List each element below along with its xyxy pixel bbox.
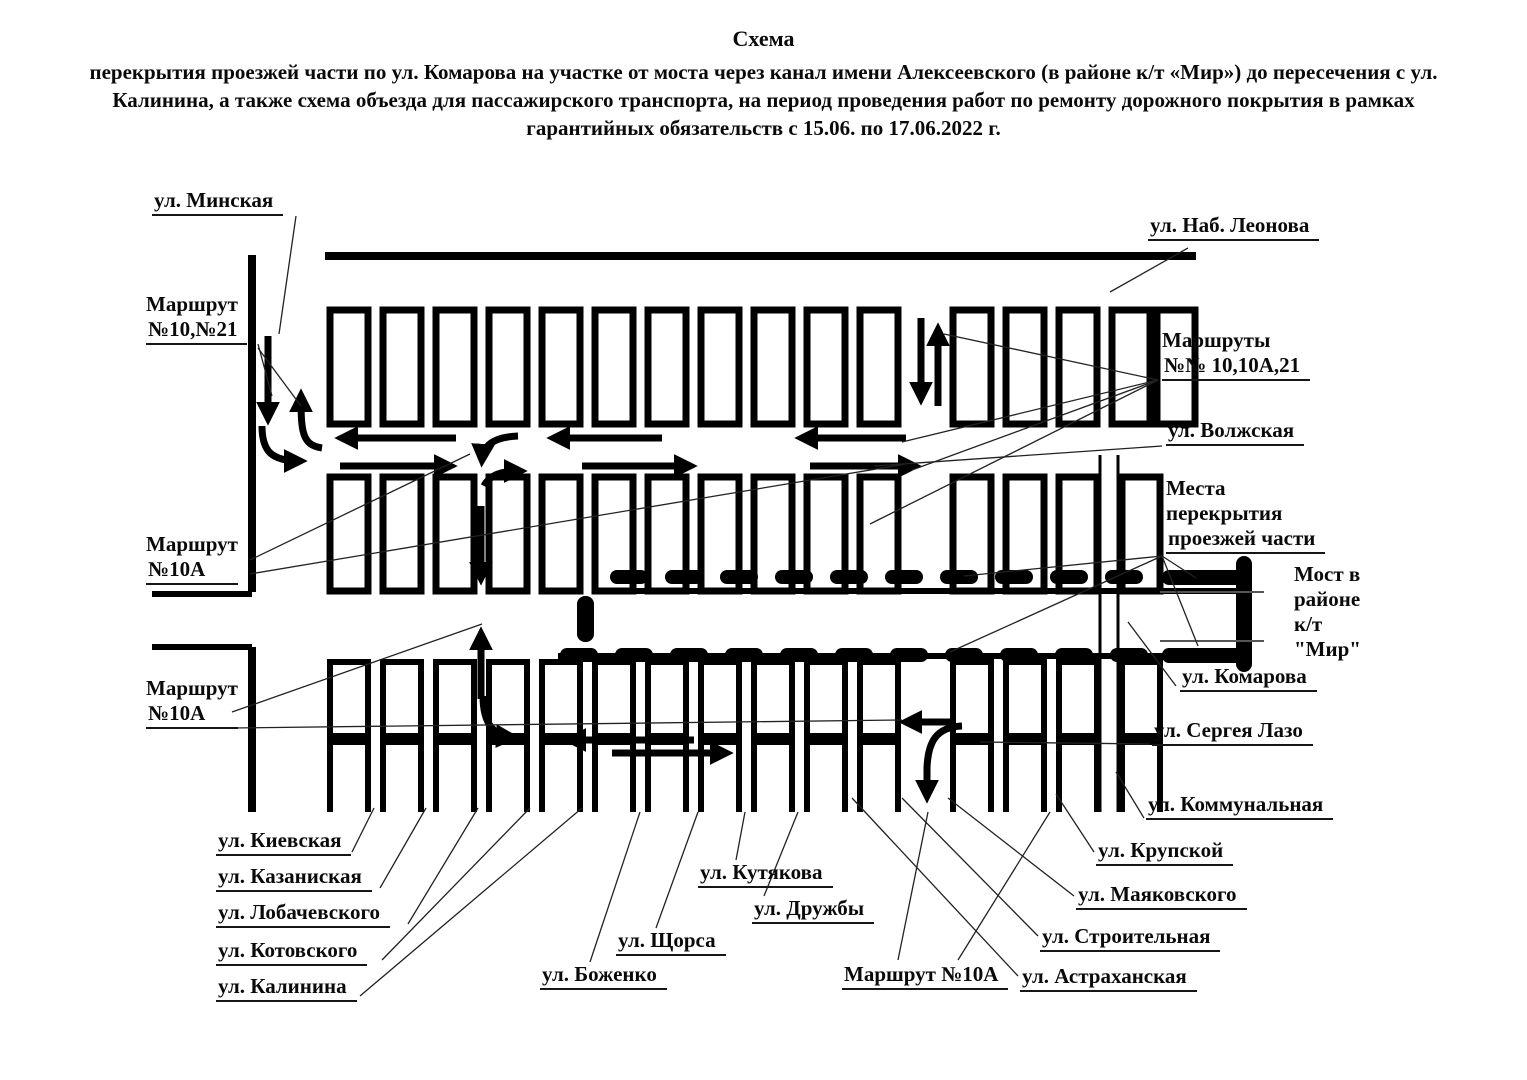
buildings-row-south <box>330 742 1160 812</box>
label-route-10a-lower: Маршрут №10А <box>146 676 238 729</box>
label-kalinina: ул. Калинина <box>216 974 357 1002</box>
scheme-heading: Схема <box>732 26 795 51</box>
label-lobachevskogo: ул. Лобачевского <box>216 900 390 928</box>
label-shchorsa: ул. Щорса <box>616 928 726 956</box>
label-kotovskogo: ул. Котовского <box>216 938 367 966</box>
label-stroitelnaya: ул. Строительная <box>1040 924 1220 952</box>
closure-block-west <box>577 596 594 642</box>
closure-dashes-north <box>610 570 1143 584</box>
label-nab-leonova: ул. Наб. Леонова <box>1148 213 1319 241</box>
label-astrakhanskaya: ул. Астраханская <box>1020 964 1197 992</box>
label-kutyakova: ул. Кутякова <box>698 860 833 888</box>
label-druzhby: ул. Дружбы <box>752 896 874 924</box>
label-mesta-perekrytiya: Места перекрытия проезжей части <box>1166 476 1325 554</box>
buildings-row-north <box>330 310 1195 424</box>
label-krupskoy: ул. Крупской <box>1096 838 1233 866</box>
closure-dashes-south <box>560 648 1148 662</box>
label-route-10a-upper: Маршрут №10А <box>146 532 238 585</box>
label-route-10-21: Маршрут №10,№21 <box>146 292 247 345</box>
label-kievskaya: ул. Киевская <box>216 828 351 856</box>
label-most-mir: Мост в районе к/т "Мир" <box>1294 562 1361 661</box>
bridge-icon <box>1160 556 1264 672</box>
label-kazaniskaya: ул. Казаниская <box>216 864 372 892</box>
label-routes-10-10a-21: Маршруты №№ 10,10А,21 <box>1162 328 1310 381</box>
label-komarova: ул. Комарова <box>1180 664 1317 692</box>
label-mayakovskogo: ул. Маяковского <box>1076 882 1247 910</box>
label-kommunalnaya: ул. Коммунальная <box>1146 792 1333 820</box>
label-volzhskaya: ул. Волжская <box>1166 418 1304 446</box>
label-sergeya-lazo: ул. Сергея Лазо <box>1152 718 1313 746</box>
label-bozhenko: ул. Боженко <box>540 962 667 990</box>
label-minskaya: ул. Минская <box>152 188 283 216</box>
label-route-10a-bottom: Маршрут №10А <box>842 962 1008 990</box>
scheme-description: перекрытия проезжей части по ул. Комарова на участке от моста через канал имени Алексеевского (в районе к/т «Мир») до пересечения с ул. Калинина, а также схема объезда для пассажирского транспорта, на период проведения работ по ремонту дорожного покрытия в рамках гарантийных обязательств с 15.06. по 17.06.2022 г. <box>89 60 1438 140</box>
